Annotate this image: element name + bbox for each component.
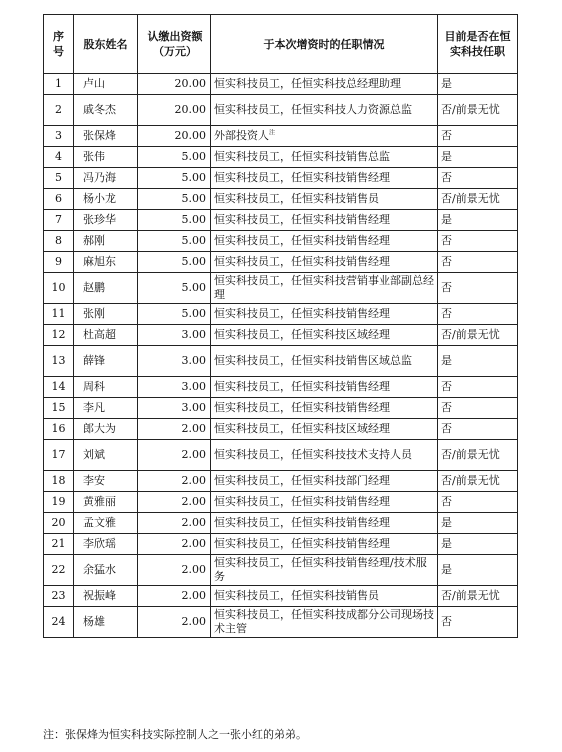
cell-current: 是: [438, 555, 518, 586]
cell-name: 李凡: [74, 398, 138, 419]
table-row: [44, 513, 518, 534]
cell-amount: 20.00: [138, 126, 211, 147]
cell-amount: 2.00: [138, 607, 211, 638]
cell-position: 恒实科技员工，任恒实科技区域经理: [211, 419, 438, 440]
cell-current: 否: [438, 419, 518, 440]
cell-amount: 3.00: [138, 325, 211, 346]
cell-seq: 1: [44, 74, 74, 95]
cell-amount: 5.00: [138, 252, 211, 273]
table-row: [44, 555, 518, 586]
cell-current: 否: [438, 377, 518, 398]
table-row: [44, 252, 518, 273]
table-row: [44, 210, 518, 231]
table-row: [44, 377, 518, 398]
table-row: [44, 189, 518, 210]
table-header-row: [44, 15, 518, 74]
table-row: [44, 398, 518, 419]
cell-name: 赵鹏: [74, 273, 138, 304]
footnote-marker: 注: [269, 129, 276, 137]
cell-amount: 2.00: [138, 440, 211, 471]
cell-name: 张珍华: [74, 210, 138, 231]
cell-name: 郎大为: [74, 419, 138, 440]
cell-current: 是: [438, 74, 518, 95]
cell-current: 否/前景无忧: [438, 95, 518, 126]
cell-position: 恒实科技员工，任恒实科技销售经理: [211, 398, 438, 419]
cell-position: 恒实科技员工，任恒实科技销售经理: [211, 210, 438, 231]
header-seq: 序号: [44, 15, 74, 74]
cell-amount: 5.00: [138, 210, 211, 231]
cell-current: 否: [438, 126, 518, 147]
cell-current: 是: [438, 210, 518, 231]
cell-current: 否/前景无忧: [438, 325, 518, 346]
cell-seq: 24: [44, 607, 74, 638]
table-row: [44, 231, 518, 252]
cell-current: 否/前景无忧: [438, 586, 518, 607]
cell-name: 黄雅丽: [74, 492, 138, 513]
cell-name: 杜高超: [74, 325, 138, 346]
cell-amount: 20.00: [138, 95, 211, 126]
cell-name: 卢山: [74, 74, 138, 95]
table-row: [44, 419, 518, 440]
cell-name: 李安: [74, 471, 138, 492]
cell-position: 恒实科技员工，任恒实科技销售员: [211, 189, 438, 210]
cell-seq: 15: [44, 398, 74, 419]
cell-name: 戚冬杰: [74, 95, 138, 126]
cell-amount: 3.00: [138, 346, 211, 377]
cell-seq: 19: [44, 492, 74, 513]
cell-amount: 5.00: [138, 304, 211, 325]
cell-seq: 3: [44, 126, 74, 147]
cell-seq: 20: [44, 513, 74, 534]
table-row: [44, 126, 518, 147]
cell-name: 张刚: [74, 304, 138, 325]
cell-amount: 5.00: [138, 273, 211, 304]
cell-amount: 5.00: [138, 231, 211, 252]
table-row: [44, 325, 518, 346]
cell-seq: 17: [44, 440, 74, 471]
cell-amount: 2.00: [138, 492, 211, 513]
table-row: [44, 147, 518, 168]
cell-position: 恒实科技员工，任恒实科技销售经理: [211, 492, 438, 513]
cell-current: 否: [438, 492, 518, 513]
cell-seq: 11: [44, 304, 74, 325]
table-row: [44, 168, 518, 189]
cell-name: 张保烽: [74, 126, 138, 147]
table-row: [44, 346, 518, 377]
cell-current: 否: [438, 607, 518, 638]
cell-position: 恒实科技员工，任恒实科技区域经理: [211, 325, 438, 346]
footnote: 注：张保烽为恒实科技实际控制人之一张小红的弟弟。: [43, 728, 307, 741]
cell-position: 恒实科技员工，任恒实科技营销事业部副总经理: [211, 273, 438, 304]
table-row: [44, 440, 518, 471]
table-row: [44, 304, 518, 325]
shareholder-table: [43, 14, 518, 638]
cell-position: 恒实科技员工，任恒实科技销售经理: [211, 252, 438, 273]
cell-name: 李欣瑶: [74, 534, 138, 555]
cell-current: 否: [438, 273, 518, 304]
cell-position: 恒实科技员工，任恒实科技销售员: [211, 586, 438, 607]
cell-current: 否/前景无忧: [438, 189, 518, 210]
table-body: [44, 74, 518, 638]
cell-seq: 18: [44, 471, 74, 492]
cell-position: 恒实科技员工，任恒实科技销售经理: [211, 534, 438, 555]
cell-name: 祝振峰: [74, 586, 138, 607]
cell-position: 恒实科技员工，任恒实科技销售经理/技术服务: [211, 555, 438, 586]
cell-seq: 2: [44, 95, 74, 126]
cell-position: 恒实科技员工，任恒实科技销售经理: [211, 168, 438, 189]
cell-position: 恒实科技员工，任恒实科技人力资源总监: [211, 95, 438, 126]
cell-amount: 3.00: [138, 377, 211, 398]
cell-seq: 16: [44, 419, 74, 440]
cell-seq: 12: [44, 325, 74, 346]
cell-position: 恒实科技员工，任恒实科技销售总监: [211, 147, 438, 168]
cell-position-text: 外部投资人: [214, 129, 269, 142]
cell-seq: 7: [44, 210, 74, 231]
cell-name: 薛锋: [74, 346, 138, 377]
cell-position: 恒实科技员工，任恒实科技销售区域总监: [211, 346, 438, 377]
cell-seq: 8: [44, 231, 74, 252]
cell-position: 恒实科技员工，任恒实科技销售经理: [211, 377, 438, 398]
cell-seq: 13: [44, 346, 74, 377]
cell-name: 冯乃海: [74, 168, 138, 189]
cell-current: 是: [438, 513, 518, 534]
cell-current: 否: [438, 168, 518, 189]
cell-current: 否: [438, 304, 518, 325]
header-amount: 认缴出资额（万元）: [138, 15, 211, 74]
cell-current: 否: [438, 398, 518, 419]
cell-amount: 2.00: [138, 513, 211, 534]
cell-amount: 5.00: [138, 168, 211, 189]
cell-name: 张伟: [74, 147, 138, 168]
cell-name: 余猛水: [74, 555, 138, 586]
cell-amount: 2.00: [138, 586, 211, 607]
cell-current: 否/前景无忧: [438, 471, 518, 492]
header-name: 股东姓名: [74, 15, 138, 74]
cell-position: 恒实科技员工，任恒实科技成都分公司现场技术主管: [211, 607, 438, 638]
cell-amount: 5.00: [138, 147, 211, 168]
table-row: [44, 471, 518, 492]
cell-current: 否/前景无忧: [438, 440, 518, 471]
header-current: 目前是否在恒实科技任职: [438, 15, 518, 74]
cell-seq: 10: [44, 273, 74, 304]
cell-amount: 2.00: [138, 555, 211, 586]
cell-seq: 6: [44, 189, 74, 210]
cell-amount: 2.00: [138, 419, 211, 440]
table-row: [44, 273, 518, 304]
cell-current: 是: [438, 147, 518, 168]
table-row: [44, 95, 518, 126]
cell-seq: 21: [44, 534, 74, 555]
cell-position: [211, 126, 438, 147]
cell-seq: 4: [44, 147, 74, 168]
header-position: 于本次增资时的任职情况: [211, 15, 438, 74]
table-row: [44, 74, 518, 95]
cell-name: 麻旭东: [74, 252, 138, 273]
cell-amount: 2.00: [138, 471, 211, 492]
cell-current: 否: [438, 252, 518, 273]
cell-seq: 14: [44, 377, 74, 398]
cell-position: 恒实科技员工，任恒实科技总经理助理: [211, 74, 438, 95]
cell-position: 恒实科技员工，任恒实科技部门经理: [211, 471, 438, 492]
cell-name: 郝刚: [74, 231, 138, 252]
table-row: [44, 586, 518, 607]
table-row: [44, 607, 518, 638]
cell-amount: 5.00: [138, 189, 211, 210]
cell-amount: 3.00: [138, 398, 211, 419]
cell-position: 恒实科技员工，任恒实科技销售经理: [211, 304, 438, 325]
cell-current: 是: [438, 346, 518, 377]
cell-current: 否: [438, 231, 518, 252]
cell-position: 恒实科技员工，任恒实科技技术支持人员: [211, 440, 438, 471]
cell-amount: 20.00: [138, 74, 211, 95]
cell-seq: 9: [44, 252, 74, 273]
cell-position: 恒实科技员工，任恒实科技销售经理: [211, 513, 438, 534]
cell-name: 杨雄: [74, 607, 138, 638]
cell-name: 杨小龙: [74, 189, 138, 210]
cell-name: 刘斌: [74, 440, 138, 471]
cell-seq: 23: [44, 586, 74, 607]
cell-name: 孟文雅: [74, 513, 138, 534]
table-row: [44, 492, 518, 513]
cell-amount: 2.00: [138, 534, 211, 555]
cell-current: 是: [438, 534, 518, 555]
cell-position: 恒实科技员工，任恒实科技销售经理: [211, 231, 438, 252]
cell-seq: 5: [44, 168, 74, 189]
cell-seq: 22: [44, 555, 74, 586]
table-row: [44, 534, 518, 555]
cell-name: 周科: [74, 377, 138, 398]
